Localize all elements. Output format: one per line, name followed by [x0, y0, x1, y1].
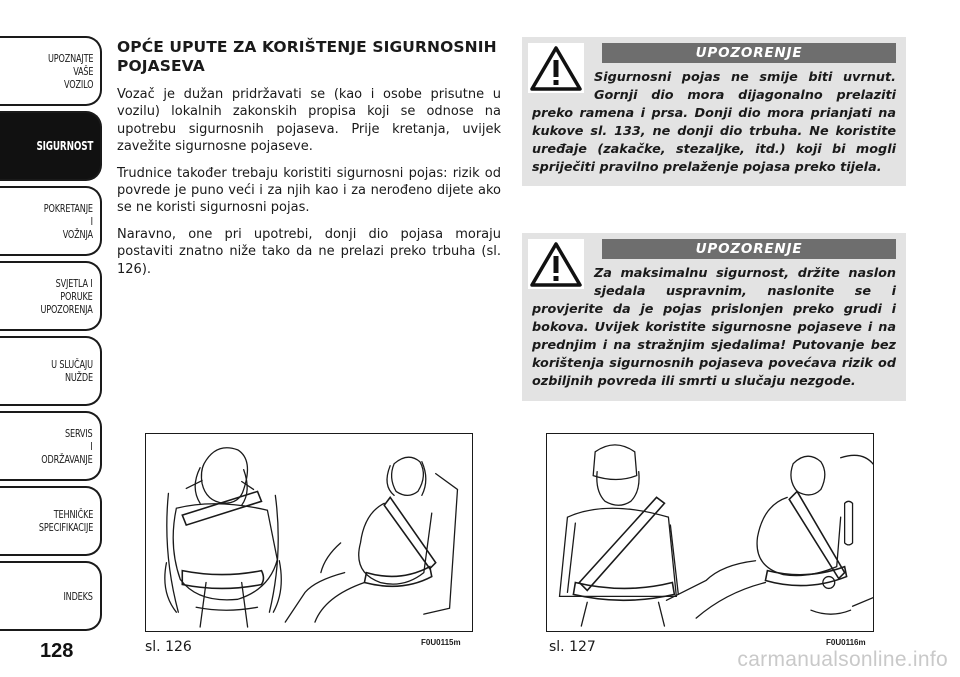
- warning-box: [522, 233, 906, 401]
- warning-text: Za maksimalnu sigurnost, držite naslon sjedala uspravnim, naslonite se i provjerite da je pojas prislonjen preko grudi i bokova. Uvijek koristite sigurnosne pojaseve i na prednjim i na stražnjim sjedalima! Putovanje bez korištenja sigurnosnih pojaseva povećava rizik od ozbiljnih povreda ili smrti u slučaju nezgode.: [532, 266, 896, 389]
- section-heading: OPĆE UPUTE ZA KORIŠTENJE SIGURNOSNIH POJASEVA: [117, 38, 497, 75]
- warning-title: UPOZORENJE: [602, 239, 896, 259]
- watermark: carmanualsonline.info: [737, 648, 948, 671]
- tab-tehnicke-specifikacije[interactable]: [0, 486, 102, 556]
- tab-label: UPOZNAJTE VAŠE VOZILO: [47, 51, 93, 91]
- tab-upoznajte-vase-vozilo[interactable]: [0, 36, 102, 106]
- warning-box: [522, 37, 906, 186]
- tab-label: SIGURNOST: [36, 138, 93, 153]
- paragraph: Naravno, one pri upotrebi, donji dio pojasa moraju postaviti znatno niže tako da ne prelazi preko trbuha (sl. 126).: [117, 226, 501, 277]
- tab-label: SVJETLA I PORUKE UPOZORENJA: [40, 276, 93, 316]
- paragraph: Trudnice također trebaju koristiti sigurnosni pojas: rizik od povrede je puno veći i za njih kao i za nerođeno dijete ako se ne koristi sigurnosni pojas.: [117, 165, 501, 216]
- figure-caption: sl. 126: [145, 639, 192, 655]
- warning-triangle-icon: [528, 43, 584, 93]
- chapter-tabs: [0, 0, 104, 640]
- warning-text: Sigurnosni pojas ne smije biti uvrnut. Gornji dio mora dijagonalno prelaziti preko ramena i prsa. Donji dio mora prianjati na kukove sl. 133, ne donji dio trbuha. Ne koristite uređaje (zakačke, stezaljke, itd.) koji bi mogli spriječiti pravilno prelaženje pojasa preko tijela.: [532, 70, 896, 175]
- tab-label: U SLUČAJU NUŽDE: [51, 358, 93, 384]
- figure-code: F0U0115m: [421, 638, 461, 647]
- warning-triangle-icon: [528, 239, 584, 289]
- tab-label: POKRETANJE I VOŽNJA: [43, 201, 93, 241]
- tab-indeks[interactable]: [0, 561, 102, 631]
- figure-127-illustration: [546, 433, 874, 632]
- figure-126-illustration: [145, 433, 473, 632]
- tab-label: INDEKS: [63, 589, 93, 603]
- main-text-column: [117, 38, 501, 287]
- tab-servis-i-odrzavanje[interactable]: [0, 411, 102, 481]
- paragraph: Vozač je dužan pridržavati se (kao i osobe prisutne u vozilu) lokalnih zakonskih propisa koji se odnose na upotrebu sigurnosnih pojaseva. Prije kretanja, uvijek zavežite sigurnosne pojaseve.: [117, 87, 501, 155]
- tab-sigurnost[interactable]: [0, 111, 102, 181]
- tab-label: TEHNIČKE SPECIFIKACIJE: [38, 508, 93, 534]
- page-number: 128: [40, 640, 74, 662]
- warning-title: UPOZORENJE: [602, 43, 896, 63]
- figure-code: F0U0116m: [826, 638, 866, 647]
- tab-label: SERVIS I ODRŽAVANJE: [41, 426, 93, 466]
- tab-svjetla-i-poruke[interactable]: [0, 261, 102, 331]
- tab-u-slucaju-nuzde[interactable]: [0, 336, 102, 406]
- tab-pokretanje-i-voznja[interactable]: [0, 186, 102, 256]
- figure-caption: sl. 127: [549, 639, 596, 655]
